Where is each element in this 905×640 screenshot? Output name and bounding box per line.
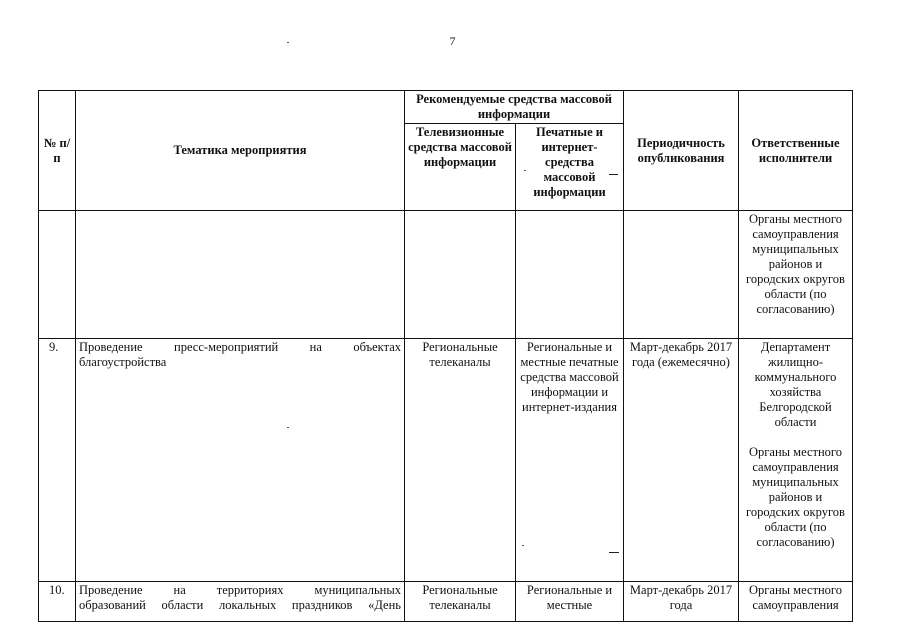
header-tv: Телевизионные средства массовой информации	[405, 124, 516, 211]
responsible-dept: Департамент жилищно-коммунального хозяйства Белгородской области	[754, 340, 837, 429]
cell-topic	[76, 582, 405, 622]
scan-speck	[287, 42, 289, 43]
page-number: 7	[449, 34, 456, 48]
cell-tv: Региональные телеканалы	[405, 339, 516, 582]
cell-period: Март-декабрь 2017 года	[624, 582, 739, 622]
table-row	[39, 339, 853, 582]
cell-responsible: Органы местного самоуправления муниципальных районов и городских округов области (по согласованию)	[739, 211, 853, 339]
cell-period: Март-декабрь 2017 года (ежемесячно)	[624, 339, 739, 582]
header-media-group: Рекомендуемые средства массовой информации	[405, 91, 624, 124]
header-period: Периодичность опубликования	[624, 91, 739, 211]
header-print: Печатные и интернет-средства массовой информации	[516, 124, 624, 211]
cell-print: Региональные и местные печатные средства массовой информации и интернет-издания	[516, 339, 624, 582]
cell-responsible	[739, 339, 853, 582]
table-row	[39, 582, 853, 622]
media-plan-table	[38, 90, 853, 622]
topic-line: образований области локальных праздников «День	[79, 598, 401, 612]
cell-print: Региональные и местные	[516, 582, 624, 622]
cell-topic	[76, 339, 405, 582]
cell-tv: Региональные телеканалы	[405, 582, 516, 622]
responsible-local: Органы местного самоуправления муниципальных районов и городских округов области (по согласованию)	[746, 445, 845, 549]
cell-responsible: Органы местного самоуправления	[739, 582, 853, 622]
table-row-continuation	[39, 211, 853, 339]
header-responsible: Ответственные исполнители	[739, 91, 853, 211]
header-num: № п/п	[39, 91, 76, 211]
topic-line: благоустройства	[79, 355, 167, 369]
topic-line: Проведение пресс-мероприятий на объектах	[79, 340, 401, 354]
topic-line: Проведение на территориях муниципальных	[79, 583, 401, 597]
cell-num: 10.	[39, 582, 76, 622]
header-topic: Тематика мероприятия	[76, 91, 405, 211]
cell-num: 9.	[39, 339, 76, 582]
